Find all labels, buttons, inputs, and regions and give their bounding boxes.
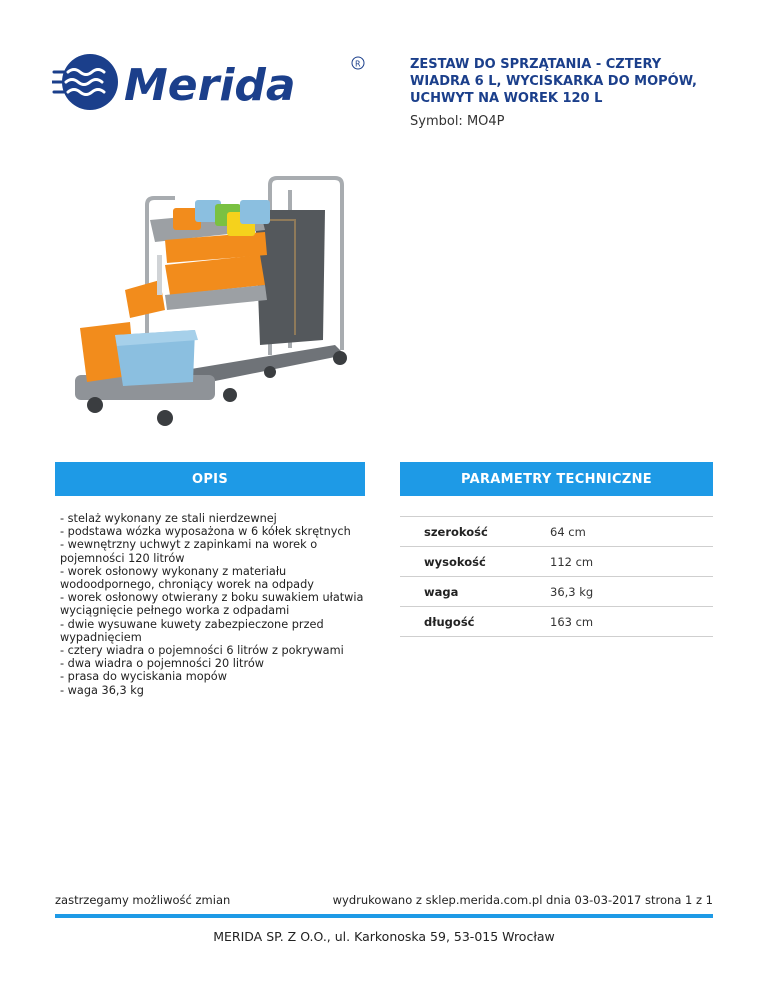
- param-value: 64 cm: [550, 524, 586, 539]
- product-title: ZESTAW DO SPRZĄTANIA - CZTERY WIADRA 6 L, WYCISKARKA DO MOPÓW, UCHWYT NA WOREK 120 L: [410, 57, 697, 106]
- param-label: długość: [424, 614, 475, 629]
- params-table: [400, 516, 713, 637]
- product-symbol: Symbol: MO4P: [410, 114, 505, 129]
- param-label: wysokość: [424, 554, 486, 569]
- param-row: [400, 577, 713, 607]
- footer-divider: [55, 914, 713, 918]
- merida-logo: [52, 50, 372, 114]
- param-row: [400, 517, 713, 547]
- param-label: szerokość: [424, 524, 488, 539]
- opis-header: OPIS: [55, 462, 365, 496]
- product-image: [55, 160, 360, 435]
- param-row: [400, 607, 713, 637]
- param-value: 163 cm: [550, 614, 594, 629]
- logo-wordmark: Merida: [124, 60, 296, 111]
- print-info-text: wydrukowano z sklep.merida.com.pl dnia 03-03-2017 strona 1 z 1: [332, 893, 713, 907]
- description-text: - stelaż wykonany ze stali nierdzewnej - podstawa wózka wyposażona w 6 kółek skrętnych - wewnętrzny uchwyt z zapinkami na worek o pojemności 120 litrów - worek osłonowy wykonany z materiału wodoodpornego, chroniący worek na odpady - worek osłonowy otwierany z boku suwakiem ułatwia wyciągnięcie pełnego worka z odpadami - dwie wysuwane kuwety zabezpieczone przed wypadnięciem - cztery wiadra o pojemności 6 litrów z pokrywami - dwa wiadra o pojemności 20 litrów - prasa do wyciskania mopów - waga 36,3 kg: [60, 512, 364, 697]
- company-address: MERIDA SP. Z O.O., ul. Karkonoska 59, 53-015 Wrocław: [213, 929, 555, 944]
- param-label: waga: [424, 584, 459, 599]
- param-value: 112 cm: [550, 554, 594, 569]
- params-header: PARAMETRY TECHNICZNE: [400, 462, 713, 496]
- param-row: [400, 547, 713, 577]
- disclaimer-text: zastrzegamy możliwość zmian: [55, 893, 231, 907]
- svg-text:R: R: [355, 59, 361, 69]
- param-value: 36,3 kg: [550, 584, 594, 599]
